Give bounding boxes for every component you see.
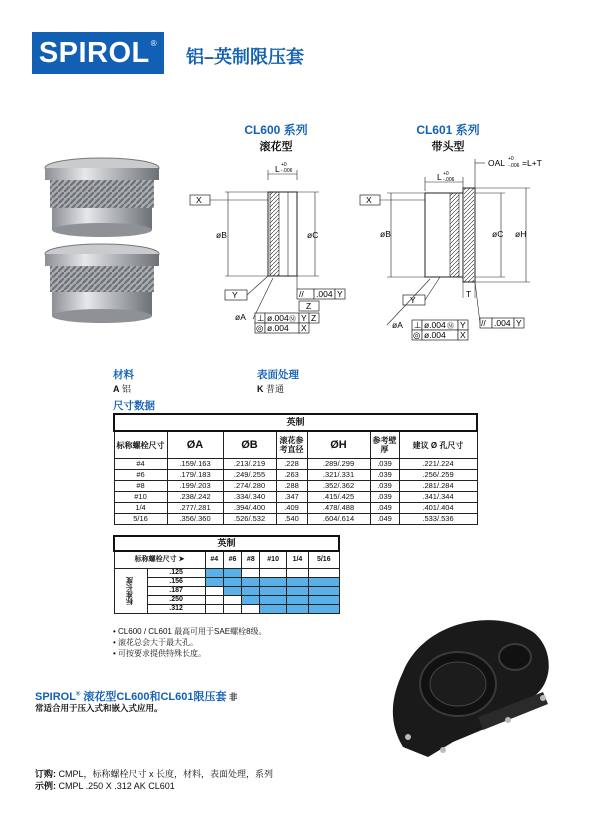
availability-cell [260, 569, 286, 578]
table-cell: .039 [370, 492, 399, 503]
availability-cell [242, 596, 260, 605]
availability-cell [286, 578, 308, 587]
table-cell: .049 [370, 514, 399, 525]
svg-text:Y: Y [232, 290, 238, 300]
svg-text:Y: Y [516, 318, 522, 328]
table-cell: .274/.280 [223, 481, 276, 492]
spirol-logo: SPIROL ® [32, 32, 164, 74]
svg-text:T: T [466, 289, 472, 299]
standard-length-label: 标准长度 [114, 569, 147, 614]
table-cell: .249/.255 [223, 470, 276, 481]
svg-text:ø.004: ø.004 [424, 320, 446, 330]
table-row [114, 503, 477, 514]
availability-cell [205, 569, 223, 578]
svg-text:Z: Z [306, 301, 312, 311]
table-cell: 1/4 [114, 503, 167, 514]
table-cell: 5/16 [114, 514, 167, 525]
cl601-drawing [355, 155, 580, 345]
cl600-drawing [185, 160, 360, 345]
table-cell: .199/.203 [167, 481, 223, 492]
table-cell: .540 [276, 514, 307, 525]
svg-text:⊥: ⊥ [257, 313, 265, 323]
table-cell: .394/.400 [223, 503, 276, 514]
svg-text:L: L [437, 172, 442, 182]
svg-text:ø.004: ø.004 [267, 323, 289, 333]
bushing-photo [40, 150, 165, 335]
promo-subline: 常适合用于压入式和嵌入式应用。 [35, 703, 163, 713]
svg-text:øB: øB [380, 229, 391, 239]
table-row [114, 569, 339, 578]
table-row [114, 470, 477, 481]
cl601-heading: CL601 系列 带头型 [416, 123, 480, 153]
availability-cell [260, 587, 286, 596]
svg-text:ø.004: ø.004 [267, 313, 289, 323]
size-header: #8 [242, 551, 260, 569]
table-cell: #6 [114, 470, 167, 481]
note: • CL600 / CL601 最高可用于SAE螺栓8级。 [113, 627, 267, 636]
table-cell: .478/.488 [307, 503, 370, 514]
availability-cell [223, 587, 241, 596]
availability-cell [309, 605, 339, 614]
svg-text:øH: øH [515, 229, 527, 239]
table-cell: .347 [276, 492, 307, 503]
table-row [114, 492, 477, 503]
availability-cell [223, 605, 241, 614]
table-cell: .288 [276, 481, 307, 492]
note: • 滚花总会大于最大孔。 [113, 638, 199, 647]
length-table: 英制 标称螺栓尺寸 ➤ #4 #6 #8 #10 1/4 5/16 标准长度 .125 .156 .187 .250 .312 [113, 535, 340, 614]
availability-cell [286, 596, 308, 605]
table-cell: .049 [370, 503, 399, 514]
table-row [114, 587, 339, 596]
availability-cell [205, 587, 223, 596]
svg-text:⊥: ⊥ [414, 320, 422, 330]
svg-text:Y: Y [460, 320, 466, 330]
svg-text:øC: øC [492, 229, 504, 239]
table-cell: .409 [276, 503, 307, 514]
table-cell: .179/.183 [167, 470, 223, 481]
size-header: #10 [260, 551, 286, 569]
availability-cell [223, 569, 241, 578]
svg-text:X: X [460, 330, 466, 340]
length-label: .312 [147, 605, 205, 614]
svg-text:Ⓜ: Ⓜ [447, 323, 454, 330]
table-cell: .213/.219 [223, 459, 276, 470]
bushing-top [45, 158, 159, 237]
length-label: .125 [147, 569, 205, 578]
svg-text://: // [299, 289, 304, 299]
availability-cell [260, 596, 286, 605]
svg-text:+0: +0 [443, 171, 449, 177]
svg-text:=L+T: =L+T [522, 158, 542, 168]
svg-text://: // [481, 318, 486, 328]
table-cell: .526/.532 [223, 514, 276, 525]
table-row [114, 514, 477, 525]
availability-cell [260, 578, 286, 587]
availability-cell [242, 587, 260, 596]
material-block: 材料 A 铝 [113, 369, 134, 394]
svg-text:Ⓜ: Ⓜ [289, 316, 296, 323]
availability-cell [309, 569, 339, 578]
availability-cell [309, 596, 339, 605]
svg-text:.004: .004 [316, 289, 333, 299]
table-cell: #8 [114, 481, 167, 492]
dimension-table: 英制 标称螺栓尺寸 ØA ØB 滚花参考直径 ØH 参考壁厚 建议 Ø 孔尺寸 #4 .159/.163 .213/.219 .228 .289/.299 .039 .221/.224 #6 .179/.183 .249/.255 .263 .321/.331 .039 .256/.259 #8 .199/.203 .274/.280 .288 .352/.362 .039 .281/.284 #10 .238/.242 .334/.340 .347 .415/.425 .039 .341/.344 1/4 .277/.281 .394/.400 .409 .478/.488 .049 .401/.404 5/16 .356/.360 .526/.532 .540 .604/.614 .049 .533/.536 [113, 413, 478, 525]
svg-text:X: X [196, 195, 202, 205]
dimension-table-header: 标称螺栓尺寸 ØA ØB 滚花参考直径 ØH 参考壁厚 建议 Ø 孔尺寸 [114, 431, 477, 459]
table-cell: .238/.242 [167, 492, 223, 503]
table-cell: .159/.163 [167, 459, 223, 470]
table-cell: .228 [276, 459, 307, 470]
table-cell: .256/.259 [399, 470, 477, 481]
table-cell: .352/.362 [307, 481, 370, 492]
table-row [114, 459, 477, 470]
bushing-bottom [45, 244, 159, 323]
svg-text:OAL: OAL [488, 158, 506, 168]
length-table-header: 标称螺栓尺寸 ➤ #4 #6 #8 #10 1/4 5/16 [114, 551, 339, 569]
ordering-info: 订购: CMPL，标称螺栓尺寸 x 长度，材料，表面处理，系列 示例: CMPL .250 X .312 AK CL601 [35, 769, 274, 791]
availability-cell [260, 605, 286, 614]
table-row [114, 481, 477, 492]
svg-text:Z: Z [311, 313, 317, 323]
engine-cover-photo [383, 612, 558, 762]
availability-cell [286, 587, 308, 596]
table-cell: .289/.299 [307, 459, 370, 470]
availability-cell [223, 596, 241, 605]
note: • 可按要求提供特殊长度。 [113, 649, 207, 658]
table-cell: .604/.614 [307, 514, 370, 525]
table-cell: .401/.404 [399, 503, 477, 514]
l-label: L [275, 164, 280, 174]
page-title: 铝–英制限压套 [186, 47, 305, 67]
svg-text:Y: Y [337, 289, 343, 299]
size-header: 1/4 [286, 551, 308, 569]
svg-text:øB: øB [216, 230, 227, 240]
availability-cell [309, 587, 339, 596]
availability-cell [242, 569, 260, 578]
availability-cell [286, 569, 308, 578]
table-cell: .321/.331 [307, 470, 370, 481]
table-cell: .356/.360 [167, 514, 223, 525]
svg-text:Y: Y [410, 295, 416, 305]
svg-text:X: X [301, 323, 307, 333]
table-cell: #4 [114, 459, 167, 470]
table-cell: #10 [114, 492, 167, 503]
length-label: .250 [147, 596, 205, 605]
availability-cell [286, 605, 308, 614]
size-header: #4 [205, 551, 223, 569]
availability-cell [205, 578, 223, 587]
table-cell: .039 [370, 459, 399, 470]
table-cell: .341/.344 [399, 492, 477, 503]
table-row [114, 578, 339, 587]
table-cell: .277/.281 [167, 503, 223, 514]
svg-text:.004: .004 [494, 318, 511, 328]
svg-text:øA: øA [392, 320, 403, 330]
availability-cell [242, 578, 260, 587]
svg-text:X: X [366, 195, 372, 205]
svg-text:Y: Y [301, 313, 307, 323]
table-cell: .039 [370, 470, 399, 481]
availability-cell [242, 605, 260, 614]
table-row [114, 596, 339, 605]
dims-heading: 尺寸数据 [113, 400, 155, 412]
size-header: 5/16 [309, 551, 339, 569]
availability-cell [223, 578, 241, 587]
svg-text:ø.004: ø.004 [424, 330, 446, 340]
table-cell: .263 [276, 470, 307, 481]
table-cell: .334/.340 [223, 492, 276, 503]
svg-text:+0: +0 [281, 162, 287, 168]
svg-text:-.006: -.006 [443, 177, 455, 183]
finish-block: 表面处理 K 普通 [257, 369, 299, 394]
table-cell: .533/.536 [399, 514, 477, 525]
notes [113, 626, 267, 659]
svg-text:øC: øC [307, 230, 319, 240]
table-row [114, 605, 339, 614]
cl600-heading: CL600 系列 滚花型 [244, 123, 308, 153]
table-cell: .221/.224 [399, 459, 477, 470]
table-cell: .281/.284 [399, 481, 477, 492]
table-cell: .039 [370, 481, 399, 492]
svg-text:-.006: -.006 [508, 163, 520, 169]
svg-text:◎: ◎ [413, 330, 421, 340]
availability-cell [205, 596, 223, 605]
svg-text:+0: +0 [508, 156, 514, 162]
size-header: #6 [223, 551, 241, 569]
svg-text:-.006: -.006 [281, 168, 293, 174]
svg-text:øA: øA [235, 312, 246, 322]
svg-text:◎: ◎ [256, 323, 264, 333]
promo-headline: SPIROL® 滚花型CL600和CL601限压套 非 [35, 691, 238, 703]
length-label: .187 [147, 587, 205, 596]
table-cell: .415/.425 [307, 492, 370, 503]
availability-cell [205, 605, 223, 614]
length-label: .156 [147, 578, 205, 587]
availability-cell [309, 578, 339, 587]
